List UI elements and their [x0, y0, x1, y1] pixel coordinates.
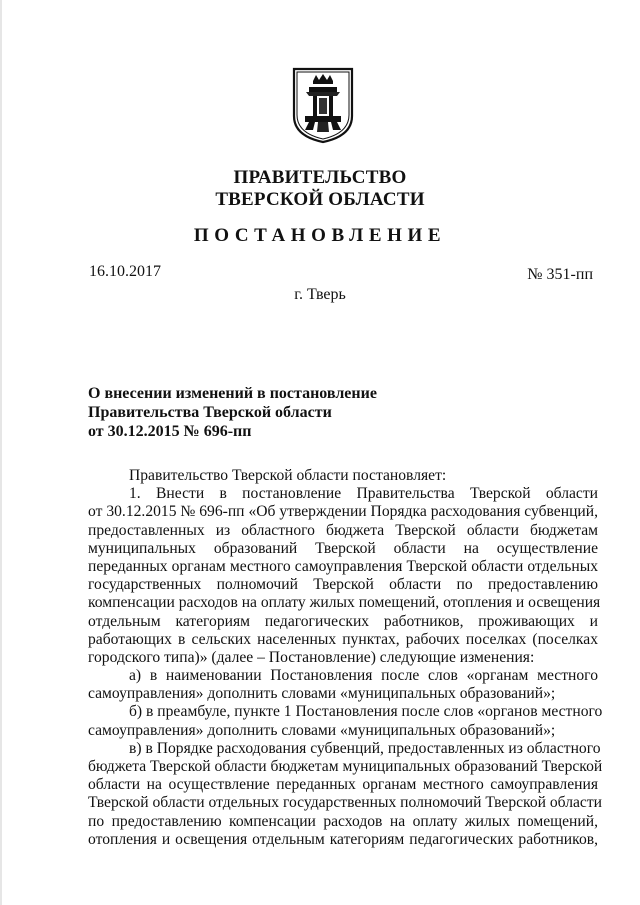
body-line: работающих в сельских населенных пунктах, рабочих поселках (поселках [88, 630, 598, 648]
organization-name-line2: ТВЕРСКОЙ ОБЛАСТИ [215, 189, 425, 210]
body-line: по предоставлению компенсации расходов на оплату жилых помещений, [88, 812, 598, 830]
body-line: отдельным категориям педагогических работников, проживающих и [88, 612, 598, 630]
document-type: ПОСТАНОВЛЕНИЕ [193, 225, 447, 246]
coat-of-arms-icon [291, 66, 355, 144]
document-date: 16.10.2017 [89, 263, 161, 280]
body-line: а) в наименовании Постановления после слов «органам местного [129, 667, 598, 685]
document-subject [88, 384, 377, 441]
body-line: предоставленных из областного бюджета Тверской области бюджетам [88, 521, 598, 539]
body-line: компенсации расходов на оплату жилых помещений, отопления и освещения [88, 594, 601, 612]
body-line: б) в преамбуле, пункте 1 Постановления после слов «органов местного [129, 703, 603, 721]
body-line: переданных органам местного самоуправления Тверской области отдельных [88, 557, 598, 575]
body-line: государственных полномочий Тверской области по предоставлению [88, 576, 598, 594]
body-line: бюджета Тверской области бюджетам муниципальных образований Тверской [88, 758, 603, 775]
body-line: Тверской области отдельных государственных полномочий Тверской области [88, 794, 603, 812]
subject-line: от 30.12.2015 № 696-пп [88, 423, 252, 440]
body-line: в) в Порядке расходования субвенций, предоставленных из областного [129, 739, 601, 757]
body-line: отопления и освещения отдельным категориям педагогических работников, [88, 830, 598, 848]
document-number: № 351-пп [527, 266, 593, 283]
body-line: области на осуществление переданных органам местного самоуправления [88, 776, 598, 794]
body-line: от 30.12.2015 № 696-пп «Об утверждении Порядка расходования субвенций, [88, 503, 598, 521]
body-line: 1. Внести в постановление Правительства Тверской области [129, 485, 598, 503]
scan-edge [0, 0, 2, 905]
document-city: г. Тверь [294, 286, 346, 303]
document-body [88, 467, 603, 849]
body-line: самоуправления» дополнить словами «муниципальных образований»; [88, 685, 556, 703]
body-line: городского типа)» (далее – Постановление) следующие изменения: [88, 648, 535, 666]
organization-name-line1: ПРАВИТЕЛЬСТВО [233, 167, 407, 188]
subject-line: О внесении изменений в постановление [88, 385, 377, 402]
body-line: муниципальных образований Тверской области на осуществление [88, 539, 598, 557]
body-line: самоуправления» дополнить словами «муниципальных образований»; [88, 721, 556, 739]
subject-line: Правительства Тверской области [88, 404, 332, 421]
body-line: Правительство Тверской области постановляет: [129, 467, 447, 484]
